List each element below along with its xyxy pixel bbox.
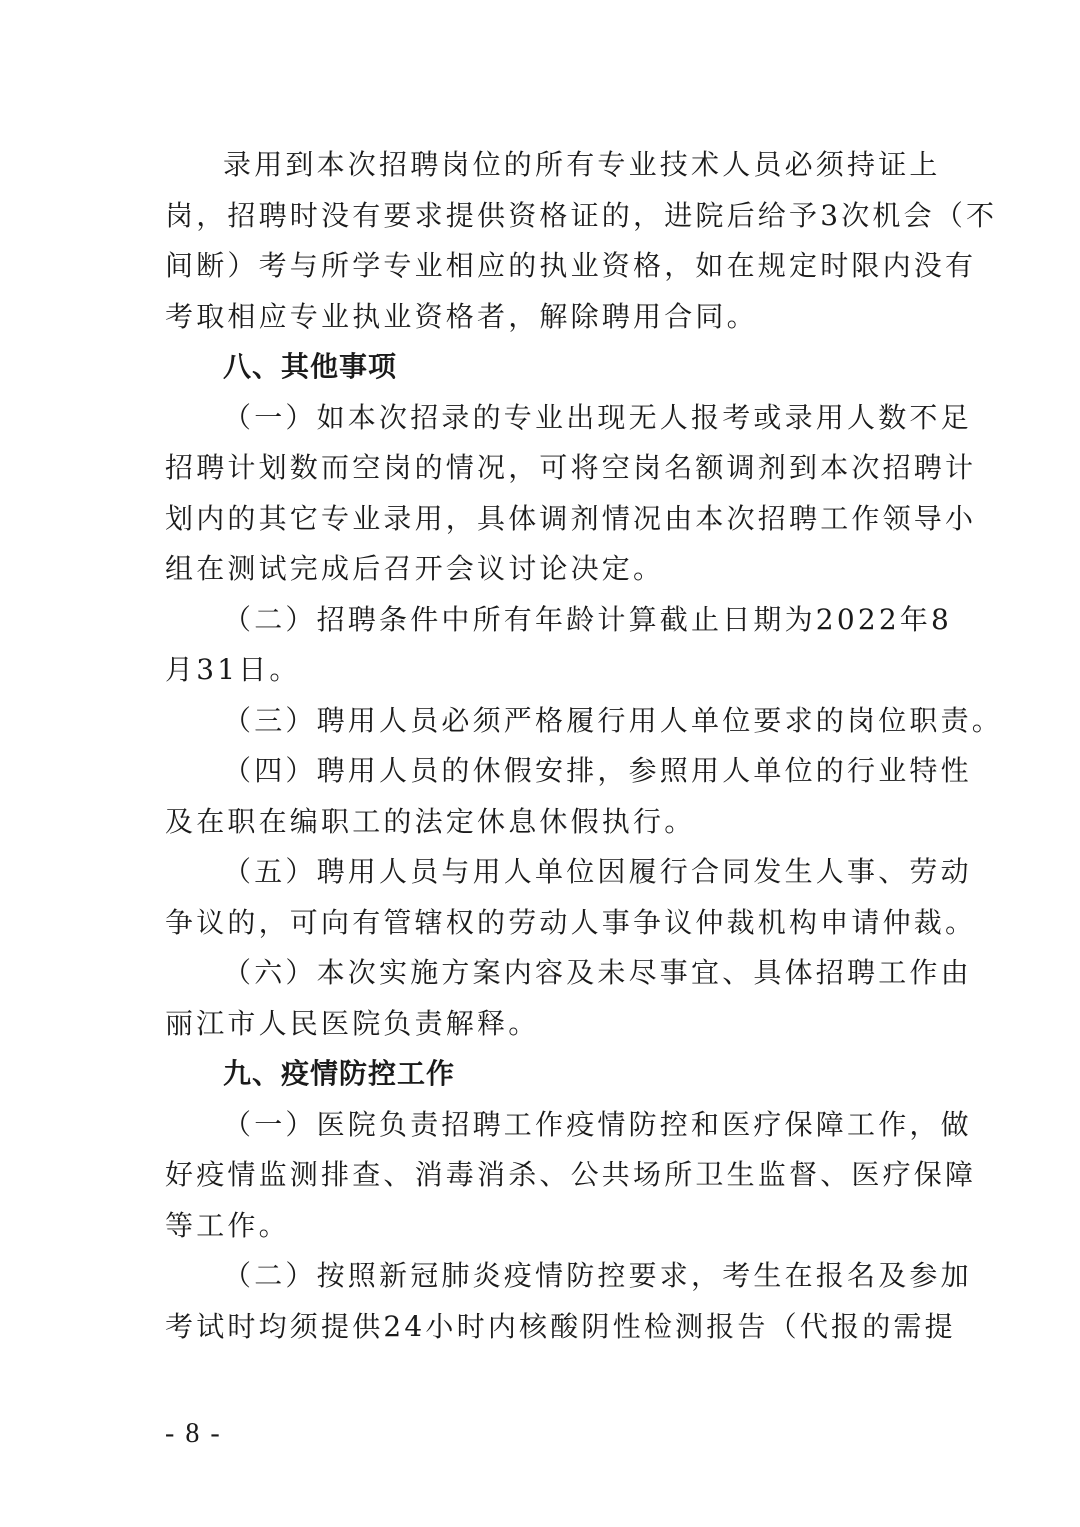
body-line: （一）医院负责招聘工作疫情防控和医疗保障工作，做 (223, 1107, 972, 1141)
body-line: 录用到本次招聘岗位的所有专业技术人员必须持证上 (223, 148, 941, 181)
body-line: 岗，招聘时没有要求提供资格证的，进院后给予3次机会（不 (165, 198, 998, 232)
page-number: - 8 - (165, 1418, 222, 1449)
section-heading-epidemic-prevention: 九、疫情防控工作 (223, 1057, 456, 1090)
body-line: （六）本次实施方案内容及未尽事宜、具体招聘工作由 (223, 956, 972, 989)
body-line: （二）招聘条件中所有年龄计算截止日期为2022年8 (223, 602, 953, 636)
body-line: （三）聘用人员必须严格履行用人单位要求的岗位职责。 (223, 703, 1004, 737)
body-line: 划内的其它专业录用，具体调剂情况由本次招聘工作领导小 (165, 501, 977, 535)
body-line: 争议的，可向有管辖权的劳动人事争议仲裁机构申请仲裁。 (165, 905, 977, 939)
body-line: 及在职在编职工的法定休息休假执行。 (165, 804, 696, 838)
body-line: 月31日。 (165, 653, 301, 686)
body-line: （二）按照新冠肺炎疫情防控要求，考生在报名及参加 (223, 1259, 972, 1292)
body-line: 考取相应专业执业资格者，解除聘用合同。 (165, 299, 758, 333)
document-page (165, 140, 1004, 1352)
body-line: 组在测试完成后召开会议讨论决定。 (165, 552, 665, 585)
body-line: 招聘计划数而空岗的情况，可将空岗名额调剂到本次招聘计 (165, 451, 977, 484)
body-line: （五）聘用人员与用人单位因履行合同发生人事、劳动 (223, 855, 972, 888)
section-heading-other-matters: 八、其他事项 (223, 350, 398, 383)
body-line: （四）聘用人员的休假安排，参照用人单位的行业特性 (223, 754, 972, 787)
body-line: 考试时均须提供24小时内核酸阴性检测报告（代报的需提 (165, 1309, 956, 1343)
body-line: 丽江市人民医院负责解释。 (165, 1006, 540, 1040)
body-line: 等工作。 (165, 1208, 290, 1242)
body-line: 好疫情监测排查、消毒消杀、公共场所卫生监督、医疗保障 (165, 1158, 977, 1191)
body-line: （一）如本次招录的专业出现无人报考或录用人数不足 (223, 400, 972, 434)
body-line: 间断）考与所学专业相应的执业资格，如在规定时限内没有 (165, 249, 977, 282)
